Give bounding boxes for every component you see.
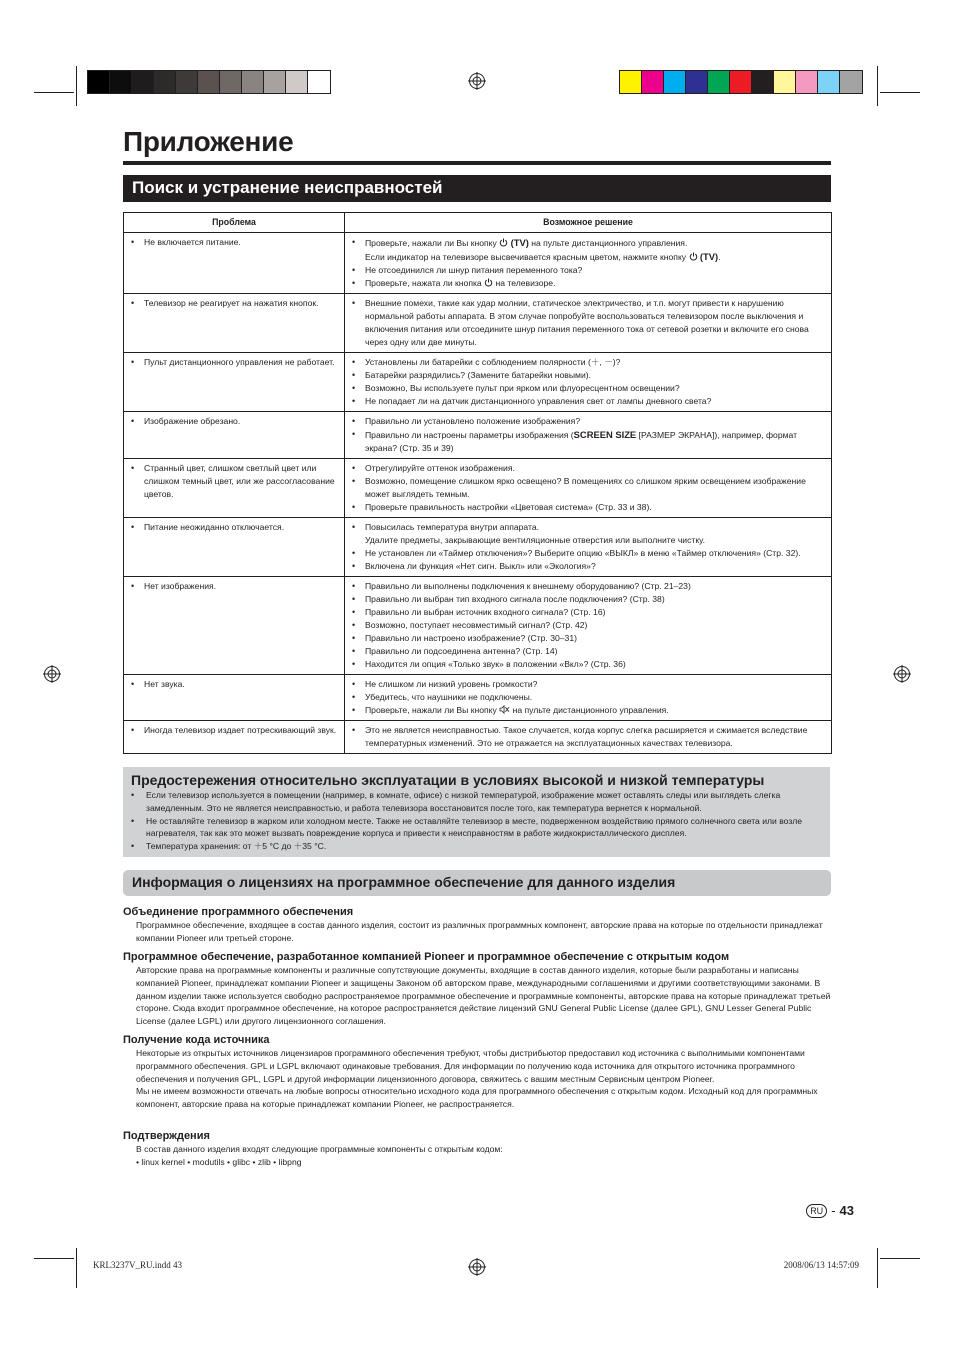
problem-text: • Телевизор не реагирует на нажатия кнопок. [129, 297, 340, 310]
solution-item: • Правильно ли выполнены подключения к внешнему оборудованию? (Стр. 21–23) [350, 580, 827, 593]
register-mark-icon [43, 665, 61, 683]
power-icon [484, 278, 493, 287]
gray-swatch [264, 71, 286, 93]
color-swatch [774, 71, 796, 93]
register-mark-icon [468, 72, 486, 90]
caution-item: • Не оставляйте телевизор в жарком или холодном месте. Также не оставляйте телевизор в месте, подверженном воздействию прямого солнечного света или возле нагревателя, так как это может вызвать повреждение корпуса и привести к неисправностям в работе жидкокристаллического дисплея. [131, 815, 822, 841]
page-title: Приложение [123, 126, 294, 157]
table-row [124, 412, 832, 459]
license-block [123, 950, 833, 1028]
problem-text: • Пульт дистанционного управления не работает. [129, 356, 340, 369]
section-heading-license: Информация о лицензиях на программное обеспечение для данного изделия [123, 870, 831, 896]
color-calibration-bar [619, 70, 863, 94]
button-label: (TV) [510, 237, 529, 248]
button-label: (TV) [699, 251, 719, 262]
solution-item: • Правильно ли выбран тип входного сигнала после подключения? (Стр. 38) [350, 593, 827, 606]
solution-cell [345, 412, 832, 459]
solution-cell [345, 459, 832, 518]
solution-item: • Не установлен ли «Таймер отключения»? Выберите опцию «ВЫКЛ» в меню «Таймер отключения» (Стр. 32). [350, 547, 827, 560]
license-block [123, 1033, 833, 1111]
table-row [124, 675, 832, 721]
table-row [124, 459, 832, 518]
color-swatch [796, 71, 818, 93]
license-heading: Подтверждения [123, 1130, 210, 1142]
solution-cell [345, 294, 832, 353]
caution-list [131, 789, 822, 853]
solution-item: • Батарейки разрядились? (Замените батарейки новыми). [350, 369, 827, 382]
solution-item: • Не отсоединился ли шнур питания переменного тока? [350, 264, 827, 277]
table-row [124, 721, 832, 754]
license-heading: Объединение программного обеспечения [123, 906, 354, 918]
solution-item: • Установлены ли батарейки с соблюдением полярности (＋, －)? [350, 356, 827, 369]
license-body: Некоторые из открытых источников лицензиаров программного обеспечения требуют, чтобы дистрибьютор предоставил код источника с выполнимыми компонентами программного обеспечения. GPL и LGPL включают одинаковые требования. Для информации по получению кода источника для открытого источника программного обеспечения и получения GPL, LGPL и другой информации лицензионного договора, свяжитесь с вашим местным Сервисным центром Pioneer. [136, 1048, 805, 1084]
power-icon [689, 252, 698, 261]
problem-text: • Нет изображения. [129, 580, 340, 593]
gray-swatch [176, 71, 198, 93]
color-swatch [840, 71, 862, 93]
button-label: SCREEN SIZE [573, 429, 637, 440]
crop-mark [76, 1248, 77, 1288]
solution-item: • Отрегулируйте оттенок изображения. [350, 462, 827, 475]
problem-cell [124, 577, 345, 675]
solution-item: • Внешние помехи, такие как удар молнии, статическое электричество, и т.п. могут привести к нарушению нормальной работы аппарата. В этом случае попробуйте воспользоваться телевизором после выключения и включения питания или отсоедините шнур питания переменного тока от сетевой розетки и включите его снова через одну или две минуты. [350, 297, 827, 349]
license-body: Программное обеспечение, входящее в состав данного изделия, состоит из различных программных компонент, авторские права на которые по отдельности принадлежат компании Pioneer или третьей стороне. [136, 920, 823, 943]
gray-swatch [308, 71, 330, 93]
gray-swatch [198, 71, 220, 93]
gray-swatch [110, 71, 132, 93]
crop-mark [877, 1248, 878, 1288]
license-heading: Программное обеспечение, разработанное компанией Pioneer и программное обеспечение с открытым кодом [123, 951, 730, 963]
crop-mark [76, 66, 77, 106]
license-block [123, 1129, 833, 1169]
color-swatch [642, 71, 664, 93]
table-row [124, 233, 832, 294]
caution-box [123, 767, 830, 857]
solution-item: • Возможно, помещение слишком ярко освещено? В помещениях со слишком ярким освещением изображение может выглядеть темным. [350, 475, 827, 501]
problem-cell [124, 518, 345, 577]
solution-item: • Правильно ли установлено положение изображения? [350, 415, 827, 428]
section-heading-troubleshooting: Поиск и устранение неисправностей [123, 175, 831, 202]
solution-item: • Проверьте, нажали ли Вы кнопку на пульте дистанционного управления. [350, 704, 827, 717]
gray-calibration-bar [87, 70, 331, 94]
crop-mark [34, 92, 74, 93]
solution-item: • Не слишком ли низкий уровень громкости? [350, 678, 827, 691]
color-swatch [708, 71, 730, 93]
gray-swatch [242, 71, 264, 93]
gray-swatch [286, 71, 308, 93]
caution-item: • Температура хранения: от ＋5 °C до ＋35 °C. [131, 840, 822, 853]
solution-item: • Не попадает ли на датчик дистанционного управления свет от лампы дневного света? [350, 395, 827, 408]
color-swatch [730, 71, 752, 93]
problem-text: • Странный цвет, слишком светлый цвет или слишком темный цвет, или же рассогласование цветов. [129, 462, 340, 501]
license-heading: Получение кода источника [123, 1034, 270, 1046]
solution-item: • Правильно ли выбран источник входного сигнала? (Стр. 16) [350, 606, 827, 619]
footer-filename: KRL3237V_RU.indd 43 [93, 1260, 183, 1270]
solution-cell [345, 577, 832, 675]
gray-swatch [154, 71, 176, 93]
solution-cell [345, 233, 832, 294]
solution-item: • Убедитесь, что наушники не подключены. [350, 691, 827, 704]
solution-item: • Правильно ли подсоединена антенна? (Стр. 14) [350, 645, 827, 658]
caution-item: • Если телевизор используется в помещении (например, в комнате, офисе) с низкой температурой, изображение может оставлять следы или выглядеть слегка замедленным. Это не является неисправностью, и работа телевизора восстановится после того, как температура вернется к нормальной. [131, 789, 822, 815]
solution-cell [345, 518, 832, 577]
solution-item: • Правильно ли настроены параметры изображения (SCREEN SIZE [РАЗМЕР ЭКРАНА]), например, формат экрана? (Стр. 35 и 39) [350, 428, 827, 455]
gray-swatch [88, 71, 110, 93]
solution-item: • Это не является неисправностью. Такое случается, когда корпус слегка расширяется и сжимается вследствие температурных изменений. Это не отражается на эксплуатационных качествах телевизора. [350, 724, 827, 750]
page-number-block [806, 1203, 854, 1218]
solution-item: • Возможно, Вы используете пульт при ярком или флуоресцентном освещении? [350, 382, 827, 395]
color-swatch [752, 71, 774, 93]
solution-item: • Проверьте, нажата ли кнопка на телевизоре. [350, 277, 827, 290]
page-number: 43 [839, 1203, 854, 1218]
table-row [124, 294, 832, 353]
problem-text: • Иногда телевизор издает потрескивающий звук. [129, 724, 340, 737]
gray-swatch [132, 71, 154, 93]
troubleshooting-table [123, 212, 832, 754]
crop-mark [880, 1258, 920, 1259]
problem-cell [124, 412, 345, 459]
column-header-problem: Проблема [124, 213, 345, 233]
problem-cell [124, 721, 345, 754]
color-swatch [620, 71, 642, 93]
language-badge: RU [806, 1204, 827, 1218]
license-block [123, 905, 833, 945]
color-swatch [686, 71, 708, 93]
problem-cell [124, 233, 345, 294]
license-body: Авторские права на программные компоненты и различные сопутствующие документы, входящие в состав данного изделия, которые были разработаны и написаны компанией Pioneer, принадлежат компании Pioneer и защищены Законом об авторском праве, международными соглашениями и другими соответствующими законами. В данном изделии также используется свободно распространяемое программное обеспечение и программные компоненты, авторские права на которые принадлежат третьей стороне. Сюда входит программное обеспечение, на которое распространяется действие лицензий GNU General Public License (далее GPL), GNU Lesser General Public License (далее LGPL) или другого лицензионного соглашения. [136, 965, 831, 1027]
solution-item: • Повысилась температура внутри аппарата. Удалите предметы, закрывающие вентиляционные отверстия или выполните чистку. [350, 521, 827, 547]
color-swatch [664, 71, 686, 93]
gray-swatch [220, 71, 242, 93]
license-body: В состав данного изделия входят следующие программные компоненты с открытым кодом: [136, 1144, 503, 1154]
solution-item: • Проверьте правильность настройки «Цветовая система» (Стр. 33 и 38). [350, 501, 827, 514]
problem-text: • Не включается питание. [129, 236, 340, 249]
column-header-solution: Возможное решение [345, 213, 832, 233]
page-dash: - [831, 1203, 836, 1218]
license-body: Мы не имеем возможности отвечать на любые вопросы относительно исходного кода для программного обеспечения с открытым кодом. Исходный код для программных компонент, авторские права на которые принадлежат компании Pioneer, не распространяется. [136, 1086, 818, 1110]
problem-text: • Питание неожиданно отключается. [129, 521, 340, 534]
problem-text: • Нет звука. [129, 678, 340, 691]
problem-cell [124, 294, 345, 353]
solution-item: • Правильно ли настроено изображение? (Стр. 30–31) [350, 632, 827, 645]
crop-mark [877, 66, 878, 106]
register-mark-icon [468, 1258, 486, 1276]
table-row [124, 577, 832, 675]
power-icon [499, 238, 508, 247]
table-row [124, 353, 832, 412]
solution-item: • Находится ли опция «Только звук» в положении «Вкл»? (Стр. 36) [350, 658, 827, 671]
table-row [124, 518, 832, 577]
mute-icon [499, 705, 510, 714]
crop-mark [880, 92, 920, 93]
problem-cell [124, 459, 345, 518]
solution-item: • Включена ли функция «Нет сигн. Выкл» или «Экология»? [350, 560, 827, 573]
solution-item: • Возможно, поступает несовместимый сигнал? (Стр. 42) [350, 619, 827, 632]
problem-cell [124, 353, 345, 412]
solution-cell [345, 353, 832, 412]
problem-cell [124, 675, 345, 721]
register-mark-icon [893, 665, 911, 683]
solution-item: • Проверьте, нажали ли Вы кнопку (TV) на пульте дистанционного управления. Если индикатор на телевизоре высвечивается красным цветом, нажмите кнопку (TV). [350, 236, 827, 264]
solution-cell [345, 675, 832, 721]
footer-timestamp: 2008/06/13 14:57:09 [783, 1260, 859, 1270]
color-swatch [818, 71, 840, 93]
title-rule [123, 161, 831, 165]
crop-mark [34, 1258, 74, 1259]
problem-text: • Изображение обрезано. [129, 415, 340, 428]
caution-title: Предостережения относительно эксплуатации в условиях высокой и низкой температуры [131, 772, 765, 788]
solution-cell [345, 721, 832, 754]
license-component-list: • linux kernel • modutils • glibc • zlib • libpng [136, 1156, 302, 1167]
